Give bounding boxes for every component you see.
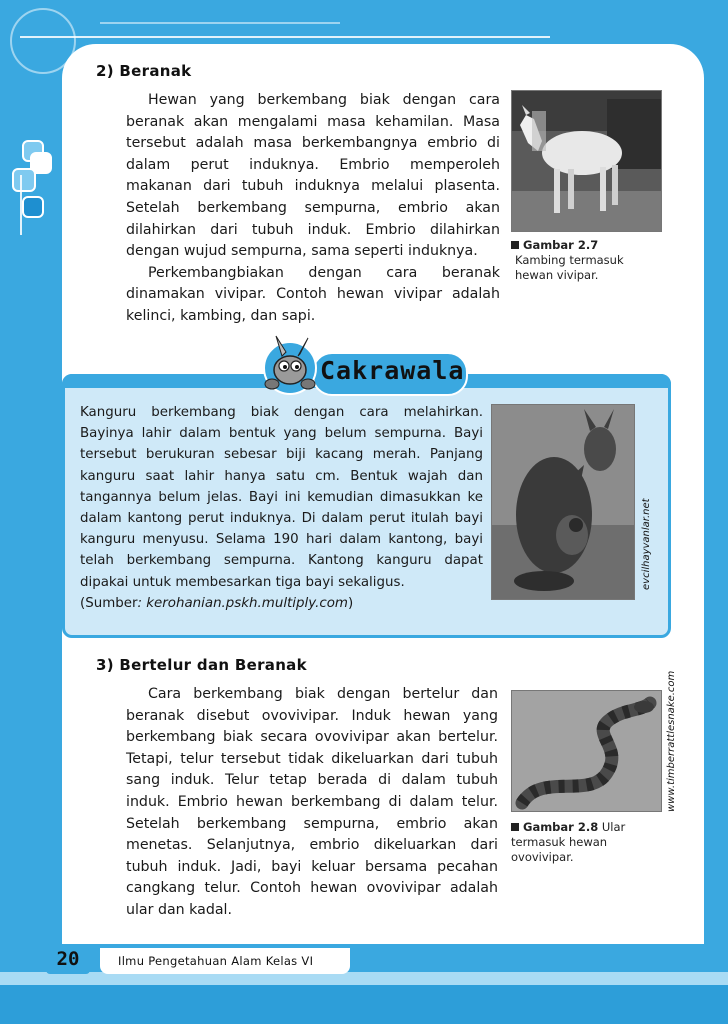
section-heading-ovovivipar: 3) Bertelur dan Beranak xyxy=(96,656,307,674)
mascot-icon xyxy=(256,330,328,400)
snake-photo xyxy=(511,690,662,812)
decorative-square xyxy=(22,196,44,218)
bullet-square-icon xyxy=(511,823,519,831)
photo-credit-snake: www.timberrattlesnake.com xyxy=(666,670,677,812)
bullet-square-icon xyxy=(511,241,519,249)
source-citation xyxy=(80,593,483,614)
figure-caption-2-8 xyxy=(511,820,661,865)
footer-band-light xyxy=(0,972,728,986)
goat-illustration xyxy=(512,91,661,231)
book-title: Ilmu Pengetahuan Alam Kelas VI xyxy=(118,954,314,968)
decorative-line xyxy=(100,22,340,24)
footer-band xyxy=(0,985,728,1024)
paragraph: Hewan yang berkembang biak dengan cara beranak akan mengalami masa kehamilan. Masa tersebut adalah masa berkembangnya embrio di dalam perut induknya. Embrio memperoleh makanan dari tubuh induknya melalui plasenta. Setelah berkembang sempurna, embrio akan dilahirkan dari tubuh induk. Embrio dilahirkan dengan wujud sempurna, sama seperti induknya. xyxy=(126,92,500,260)
source-suffix: ) xyxy=(347,595,354,611)
cakrawala-paragraph: Kanguru berkembang biak dengan cara melahirkan. Bayinya lahir dalam bentuk yang belum sempurna. Bayi tersebut berukuran sebesar biji kacang merah. Panjang kanguru saat lahir hanya satu cm. Bentuk wajah dan tangannya belum jelas. Bayi ini kemudian dimasukkan ke dalam kantong perut induknya. Di dalam perut itulah bayi kanguru menyusu. Selama 190 hari dalam kantong, bayi telah berkembang sempurna. Kantong kanguru dapat dipakai untuk membesarkan tiga bayi sekaligus. xyxy=(80,405,483,590)
figure-label: Gambar 2.7 xyxy=(523,238,599,252)
goat-photo xyxy=(511,90,662,232)
cakrawala-text xyxy=(80,402,483,614)
section-body-beranak xyxy=(126,90,500,328)
decorative-line xyxy=(20,175,22,235)
source-prefix: (Sumber xyxy=(80,595,138,611)
paragraph: Perkembangbiakan dengan cara beranak dinamakan vivipar. Contoh hewan vivipar adalah kelinci, kambing, dan sapi. xyxy=(126,264,500,324)
figure-label: Gambar 2.8 xyxy=(523,820,599,834)
kangaroo-photo xyxy=(491,404,635,600)
figure-text: Ular termasuk hewan ovovivipar. xyxy=(511,820,626,864)
cakrawala-title: Cakrawala xyxy=(320,356,465,385)
photo-credit-kangaroo: evcilhayvanlar.net xyxy=(641,498,652,590)
figure-caption-2-7 xyxy=(511,238,661,283)
decorative-line xyxy=(20,36,550,38)
section-body-ovovivipar xyxy=(126,684,498,922)
figure-text: Kambing termasuk hewan vivipar. xyxy=(515,253,624,282)
decorative-square xyxy=(12,168,36,192)
paragraph: Cara berkembang biak dengan bertelur dan beranak disebut ovovivipar. Induk hewan yang berkembang biak secara ovovivipar akan bertelur. Tetapi, telur tersebut tidak dikeluarkan dari tubuh sang induk. Telur tetap berada di dalam tubuh induk. Embrio hewan berkembang di dalam telur. Setelah berkembang sempurna, embrio akan menetas. Selanjutnya, embrio dikeluarkan dari tubuh induk. Jadi, bayi keluar bersama pecahan cangkang telur. Contoh hewan ovovivipar adalah ular dan kadal. xyxy=(126,686,498,918)
kangaroo-illustration xyxy=(492,405,634,599)
page-number: 20 xyxy=(46,944,90,974)
source-site: : kerohanian.pskh.multiply.com xyxy=(137,595,348,611)
section-heading-beranak: 2) Beranak xyxy=(96,62,192,80)
snake-illustration xyxy=(512,691,661,811)
